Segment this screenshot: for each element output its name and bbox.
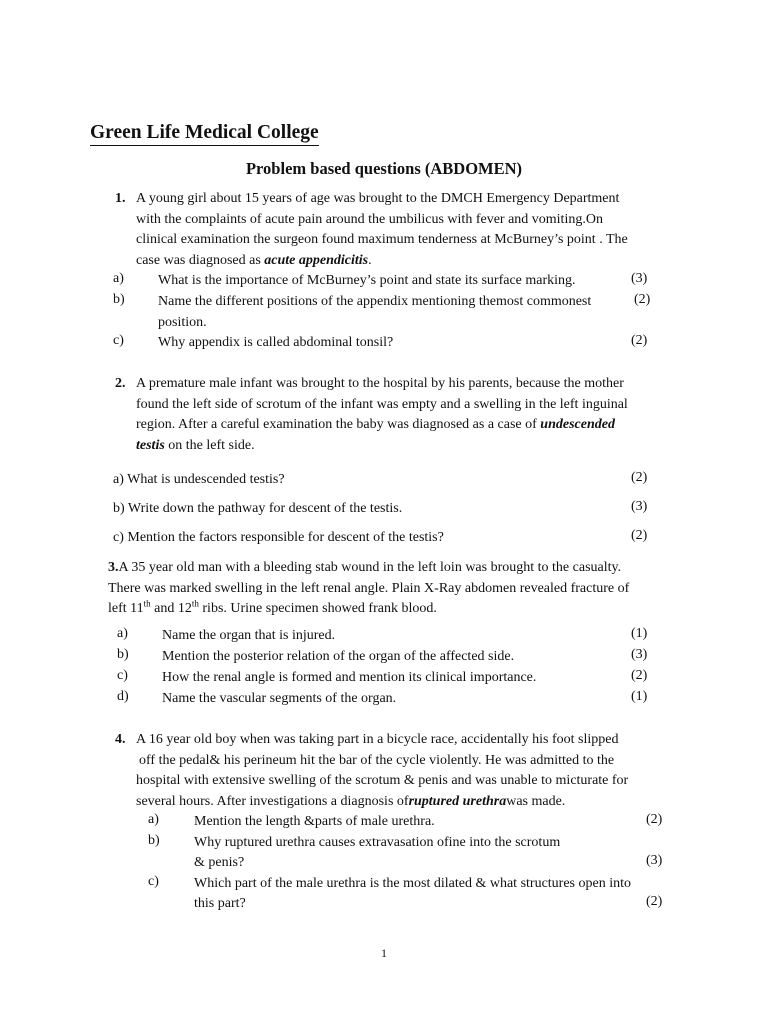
part-label: b): [148, 832, 160, 848]
part-text: Name the organ that is injured.: [162, 628, 336, 643]
question-text-line: clinical examination the surgeon found maximum tenderness at McBurney’s point . The: [136, 232, 628, 247]
question-text-line: testis on the left side.: [136, 437, 255, 453]
part-label: b): [113, 292, 125, 307]
question-text-line: A young girl about 15 years of age was brought to the DMCH Emergency Department: [136, 191, 620, 206]
part-text: What is the importance of McBurney’s point and state its surface marking.: [158, 273, 576, 288]
part-marks: (2): [646, 812, 663, 827]
question-number: 1.: [115, 191, 126, 206]
part-text: & penis?: [194, 855, 245, 870]
part-text: a) What is undescended testis?: [113, 472, 285, 487]
part-label: b): [117, 647, 129, 662]
part-label: c): [117, 668, 128, 683]
question-text-line: found the left side of scrotum of the infant was empty and a swelling in the left inguinal: [136, 396, 628, 412]
part-marks: (2): [631, 470, 648, 485]
part-text: Why appendix is called abdominal tonsil?: [158, 335, 394, 350]
page-number: 1: [381, 946, 387, 960]
question-text-line: with the complaints of acute pain around the umbilicus with fever and vomiting.On: [136, 211, 603, 227]
question-text-line: region. After a careful examination the baby was diagnosed as a case of undescended: [136, 417, 615, 432]
question-text-line: case was diagnosed as acute appendicitis.: [136, 252, 372, 268]
question-text-line: A 16 year old boy when was taking part in a bicycle race, accidentally his foot slipped: [136, 732, 619, 747]
part-marks: (2): [631, 528, 648, 543]
part-marks: (1): [631, 626, 648, 641]
part-label: a): [148, 812, 159, 827]
part-marks: (3): [631, 271, 648, 286]
part-label: c): [148, 873, 159, 889]
part-marks: (2): [631, 668, 648, 683]
diagnosis-term: testis: [136, 437, 165, 453]
diagnosis-term: ruptured urethra: [408, 793, 507, 809]
diagnosis-term: acute appendicitis: [264, 252, 369, 268]
part-text: c) Mention the factors responsible for descent of the testis?: [113, 530, 444, 545]
part-label: a): [113, 271, 124, 286]
question-number: 4.: [115, 732, 126, 747]
part-label: d): [117, 689, 129, 704]
document-subtitle: Problem based questions (ABDOMEN): [245, 159, 523, 178]
part-text: this part?: [194, 896, 246, 911]
question-text-line: There was marked swelling in the left renal angle. Plain X-Ray abdomen revealed fracture of: [108, 580, 630, 596]
part-marks: (2): [634, 292, 651, 307]
part-marks: (3): [631, 647, 648, 662]
part-label: c): [113, 333, 124, 348]
question-text-line: hospital with extensive swelling of the scrotum & penis and was unable to micturate for: [136, 773, 629, 788]
diagnosis-term: undescended: [540, 417, 615, 432]
part-text: Which part of the male urethra is the most dilated & what structures open into: [194, 875, 631, 891]
part-text: position.: [158, 314, 207, 330]
part-marks: (2): [631, 333, 648, 348]
question-text-line: 3.A 35 year old man with a bleeding stab wound in the left loin was brought to the casualty.: [108, 560, 622, 575]
part-text: Name the different positions of the appendix mentioning themost commonest: [158, 294, 592, 309]
question-text-line: off the pedal& his perineum hit the bar of the cycle violently. He was admitted to the: [139, 752, 615, 768]
question-text-line: several hours. After investigations a diagnosis ofruptured urethrawas made.: [136, 793, 566, 809]
part-text: Mention the posterior relation of the organ of the affected side.: [162, 649, 515, 664]
part-marks: (3): [631, 499, 648, 514]
question-text-line: A premature male infant was brought to the hospital by his parents, because the mother: [136, 376, 624, 391]
question-number: 2.: [115, 376, 126, 391]
question-text-line: left 11th and 12th ribs. Urine specimen showed frank blood.: [108, 598, 437, 616]
part-marks: (3): [646, 853, 663, 868]
part-text: Name the vascular segments of the organ.: [162, 691, 397, 706]
part-text: b) Write down the pathway for descent of the testis.: [113, 501, 403, 516]
part-label: a): [117, 626, 128, 641]
part-text: Why ruptured urethra causes extravasation ofine into the scrotum: [194, 834, 561, 850]
question-number: 3.: [108, 560, 119, 575]
college-title: Green Life Medical College: [90, 122, 319, 146]
part-marks: (2): [646, 894, 663, 909]
part-text: Mention the length &parts of male urethra.: [194, 814, 435, 829]
part-marks: (1): [631, 689, 648, 704]
part-text: How the renal angle is formed and mention its clinical importance.: [162, 670, 537, 685]
